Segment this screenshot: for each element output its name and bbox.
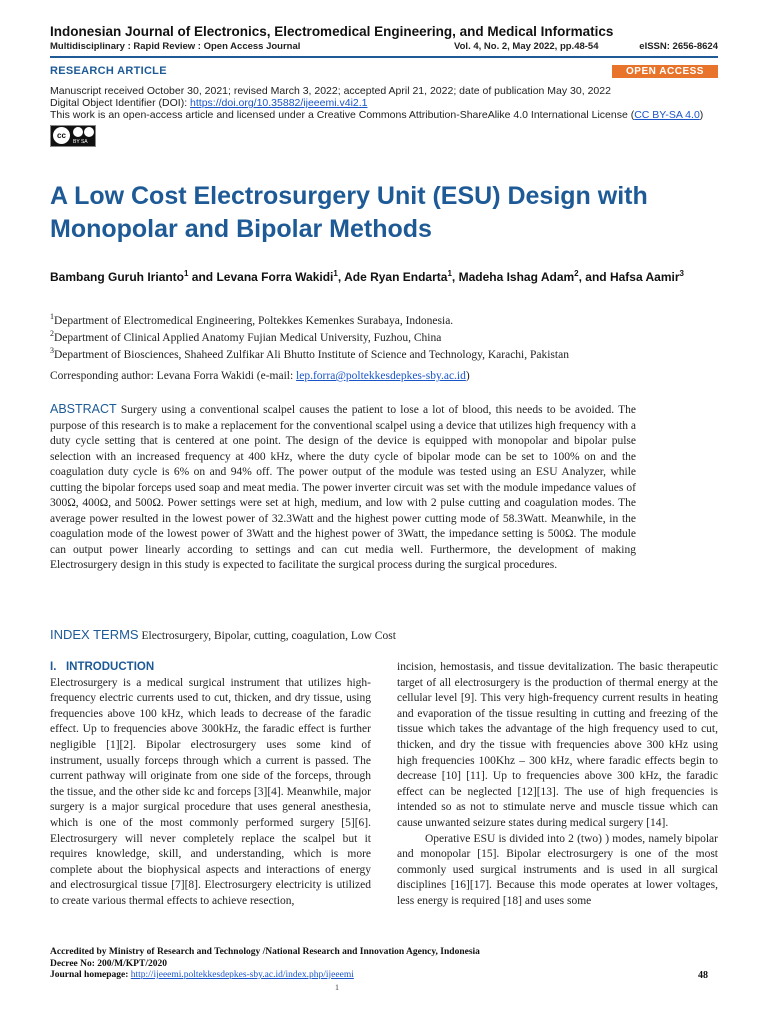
homepage-line — [50, 970, 718, 982]
affiliation — [50, 344, 730, 362]
footer — [50, 947, 718, 982]
license-prefix: This work is an open-access article and licensed under a Creative Commons Attribution-ShareAlike 4.0 International License ( — [50, 109, 635, 121]
issn: eISSN: 2656-8624 — [639, 41, 718, 52]
cc-license-icon[interactable] — [50, 125, 96, 147]
body-paragraph: Electrosurgery is a medical surgical instrument that utilizes high-frequency electric currents used to cut, thicken, and dry tissue, using frequencies above 100 kHz, which leads to decrease of the faradic effect. Up to frequencies above 300kHz, the faradic effect is further negligible [1][2]. Bipolar electrosurgery uses some kind of instrument, usually forceps through which a current is passed. The current pathway will originate from one side of the forceps, through the tissue, and the other side kc and forceps [3][4]. Meanwhile, major surgery is a major surgical procedure that uses general anesthesia, which is one of the most commonly performed surgery [5][6]. Electrosurgery will never completely replace the scalpel but it requires knowledge, skill, and understanding, which is more complete about the biophysical aspects and interactions of energy and electrosurgical tissue [7][8]. Electrosurgery electricity is utilized to create various thermal effects to achieve resection, — [50, 676, 371, 907]
corresponding-prefix: Corresponding author: Levana Forra Wakidi (e-mail: — [50, 370, 297, 382]
author-list — [50, 266, 690, 285]
doi-line — [50, 98, 730, 110]
manuscript-dates: Manuscript received October 30, 2021; revised March 3, 2022; accepted April 21, 2022; date of publication May 30, 2022 — [50, 85, 611, 97]
license-line — [50, 110, 730, 122]
homepage-label: Journal homepage: — [50, 970, 131, 980]
open-access-badge: OPEN ACCESS — [612, 65, 718, 78]
author-sup: 2 — [574, 269, 579, 278]
page-number: 48 — [698, 970, 708, 981]
affiliation-text: Department of Electromedical Engineering, Poltekkes Kemenkes Surabaya, Indonesia. — [54, 314, 454, 327]
by-icon — [73, 127, 83, 137]
body-paragraph: incision, hemostasis, and tissue devitalization. The basic therapeutic target of all electrosurgery is the production of thermal energy at the cellular level [9]. This very high-frequency current results in heating and evaporation of the tissue resulting in cutting and freezing of the tissue which takes the advantage of the high frequency used to cut, thicken, and dry the tissue with frequencies above 300 kHz using high frequencies 100Khz – 300 kHz, where faradic effects begin to decrease [10] [11]. Up to frequencies above 300 kHz, the faradic effect can be neglected [12][13]. The use of high frequencies is intended so as not to stimulate nerve and muscle tissue which can cause unwanted seizure states during medical surgery [14]. — [397, 661, 718, 829]
author-sup: 1 — [184, 269, 189, 278]
author: and Levana Forra Wakidi — [188, 270, 334, 284]
volume-info: Vol. 4, No. 2, May 2022, pp.48-54 — [454, 41, 599, 52]
corresponding-suffix: ) — [465, 370, 470, 382]
affiliation-num: 1 — [50, 312, 54, 321]
abstract-heading: ABSTRACT — [50, 402, 117, 416]
author-sup: 1 — [447, 269, 452, 278]
author-sup: 3 — [679, 269, 684, 278]
article-type: RESEARCH ARTICLE — [50, 65, 167, 77]
license-link[interactable]: CC BY-SA 4.0 — [634, 109, 700, 121]
abstract-text: Surgery using a conventional scalpel causes the patient to lose a lot of blood, this needs to be avoided. The purpose of this research is to make a replacement for the conventional scalpel using a device that utilizes high frequency with a duty cycle setting that is centered at one point. The design of the device is equipped with monopolar and bipolar pulse selection with an increased frequency at 400 kHz, where the duty cycle of bipolar mode can be set to 100% on and the coagulation duty cycle is 6% on and 94% off. The power output of the module was tested using an ESU Analyzer, while cutting the bipolar forceps used soap and meat media. The power inverter circuit was set with the module impedance values of 300Ω, 400Ω, and 500Ω. Power settings were set at high, medium, and low with 2 pulse cutting and coagulation modes. The average power resulted in the lowest power of 32.3Watt and the highest power cutting mode of 58.3Watt. Meanwhile, in the coagulation mode of the lowest power of 3Watt and the highest power of 3Watt, the impedance setting is 500Ω. The module can output power linearly according to settings and can cut media well. Furthermore, the development of making Electrosurgery design in this study is expected to facilitate the surgical process during the surgical procedures. — [50, 404, 636, 571]
affiliation-text: Department of Clinical Applied Anatomy Fujian Medical University, Fuzhou, China — [54, 331, 442, 344]
bottom-mark: 1 — [335, 983, 339, 992]
decree: Decree No: 200/M/KPT/2020 — [50, 958, 167, 969]
paper-title: A Low Cost Electrosurgery Unit (ESU) Design with Monopolar and Bipolar Methods — [50, 182, 648, 243]
email-link[interactable]: lep.forra@poltekkesdepkes-sby.ac.id — [296, 370, 466, 382]
corresponding-author — [50, 370, 730, 382]
accreditation: Accredited by Ministry of Research and Technology /National Research and Innovation Agency, Indonesia — [50, 947, 480, 957]
body-column-right — [397, 660, 718, 910]
body-column-left — [50, 660, 371, 910]
license-suffix: ) — [699, 109, 704, 121]
sa-icon — [84, 127, 94, 137]
journal-subline — [50, 41, 718, 52]
index-terms-heading: INDEX TERMS — [50, 627, 139, 642]
index-terms-text: Electrosurgery, Bipolar, cutting, coagulation, Low Cost — [138, 630, 396, 642]
author: Bambang Guruh Irianto — [50, 270, 185, 284]
affiliation — [50, 327, 730, 345]
section-heading: I. INTRODUCTION — [50, 661, 155, 673]
header-divider — [50, 56, 718, 58]
author: , Madeha Ishag Adam — [451, 270, 575, 284]
journal-title: Indonesian Journal of Electronics, Electromedical Engineering, and Medical Informatics — [50, 24, 614, 39]
affiliation-num: 2 — [50, 329, 54, 338]
author-sup: 1 — [333, 269, 338, 278]
affiliation — [50, 310, 730, 328]
cc-icon: cc — [53, 127, 70, 144]
doi-link[interactable]: https://doi.org/10.35882/ijeeemi.v4i2.1 — [190, 97, 368, 109]
author: , and Hafsa Aamir — [578, 270, 680, 284]
cc-badge-labels: BY SA — [73, 139, 88, 145]
affiliation-text: Department of Biosciences, Shaheed Zulfikar Ali Bhutto Institute of Science and Technology, Karachi, Pakistan — [54, 348, 569, 361]
affiliation-num: 3 — [50, 346, 54, 355]
body-paragraph: Operative ESU is divided into 2 (two) ) modes, namely bipolar and monopolar [15]. Bipolar electrosurgery is one of the most commonly used surgical instruments and is used in all surgical disciplines [16][17]. Because this mode operates at lower voltages, less energy is required [18] and uses some — [397, 832, 718, 907]
doi-prefix: Digital Object Identifier (DOI): — [50, 97, 191, 109]
abstract — [50, 402, 636, 574]
index-terms — [50, 627, 730, 642]
homepage-link[interactable]: http://ijeeemi.poltekkesdepkes-sby.ac.id/index.php/ijeeemi — [130, 970, 354, 980]
author: , Ade Ryan Endarta — [337, 270, 448, 284]
journal-type: Multidisciplinary : Rapid Review : Open Access Journal — [50, 41, 301, 52]
